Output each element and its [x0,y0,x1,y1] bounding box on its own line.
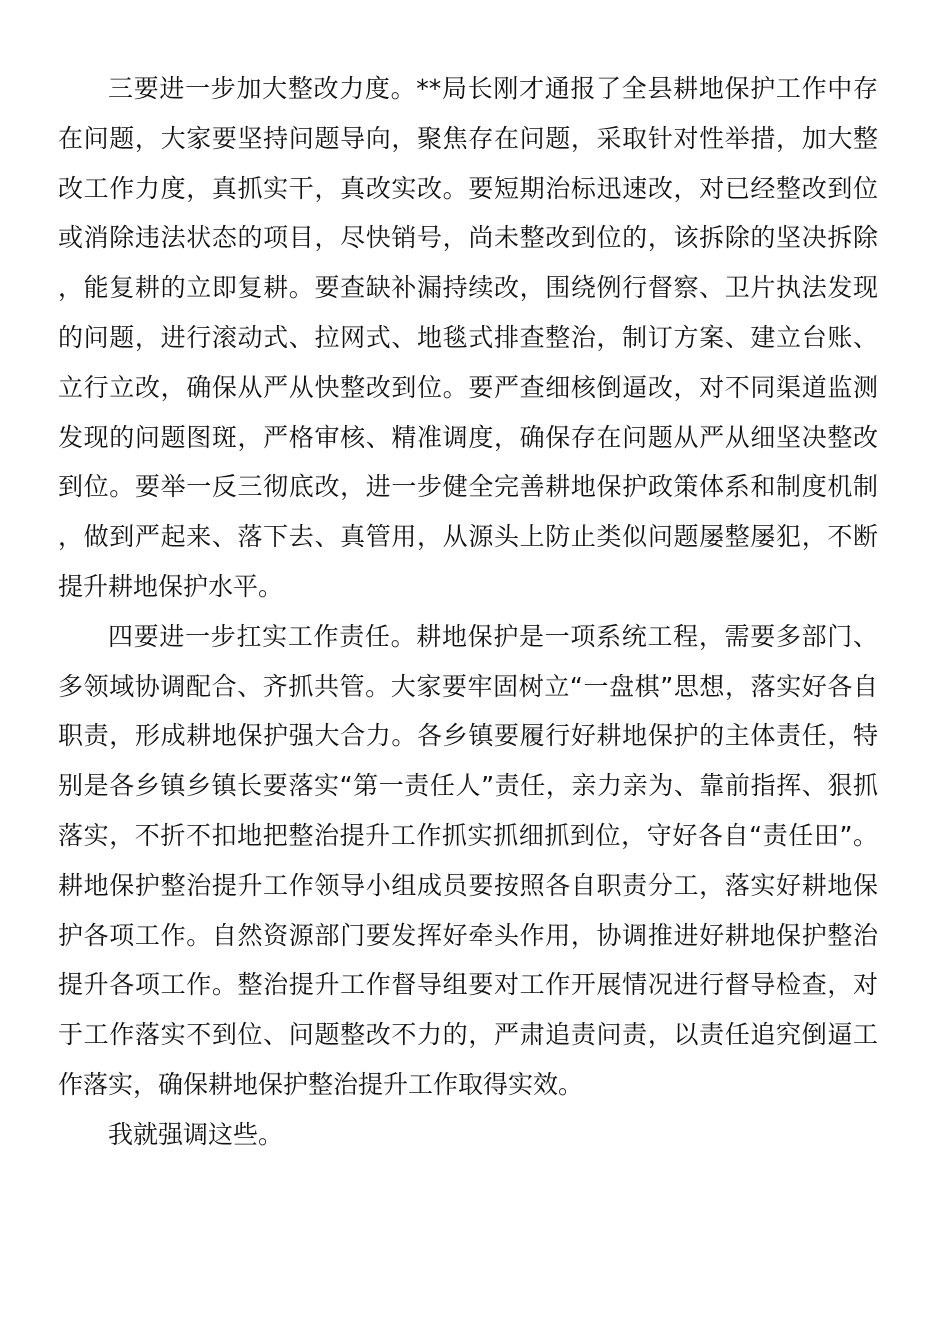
paragraph-rectification: 三要进一步加大整改力度。**局长刚才通报了全县耕地保护工作中存在问题，大家要坚持问题导向，聚焦存在问题，采取针对性举措，加大整改工作力度，真抓实干，真改实改。要短期治标迅速改，对已经整改到位或消除违法状态的项目，尽快销号，尚未整改到位的，该拆除的坚决拆除，能复耕的立即复耕。要查缺补漏持续改，围绕例行督察、卫片执法发现的问题，进行滚动式、拉网式、地毯式排查整治，制订方案、建立台账、立行立改，确保从严从快整改到位。要严查细核倒逼改，对不同渠道监测发现的问题图斑，严格审核、精准调度，确保存在问题从严从细坚决整改到位。要举一反三彻底改，进一步健全完善耕地保护政策体系和制度机制，做到严起来、落下去、真管用，从源头上防止类似问题屡整屡犯，不断提升耕地保护水平。 [58,74,878,601]
document-page [58,64,878,1160]
paragraph-closing: 我就强调这些。 [108,1119,284,1149]
paragraph-responsibility: 四要进一步扛实工作责任。耕地保护是一项系统工程，需要多部门、多领域协调配合、齐抓共管。大家要牢固树立“一盘棋”思想，落实好各自职责，形成耕地保护强大合力。各乡镇要履行好耕地保护的主体责任，特别是各乡镇乡镇长要落实“第一责任人”责任，亲力亲为、靠前指挥、狠抓落实，不折不扣地把整治提升工作抓实抓细抓到位，守好各自“责任田”。耕地保护整治提升工作领导小组成员要按照各自职责分工，落实好耕地保护各项工作。自然资源部门要发挥好牵头作用，协调推进好耕地保护整治提升各项工作。整治提升工作督导组要对工作开展情况进行督导检查，对于工作落实不到位、问题整改不力的，严肃追责问责，以责任追究倒逼工作落实，确保耕地保护整治提升工作取得实效。 [58,621,878,1099]
